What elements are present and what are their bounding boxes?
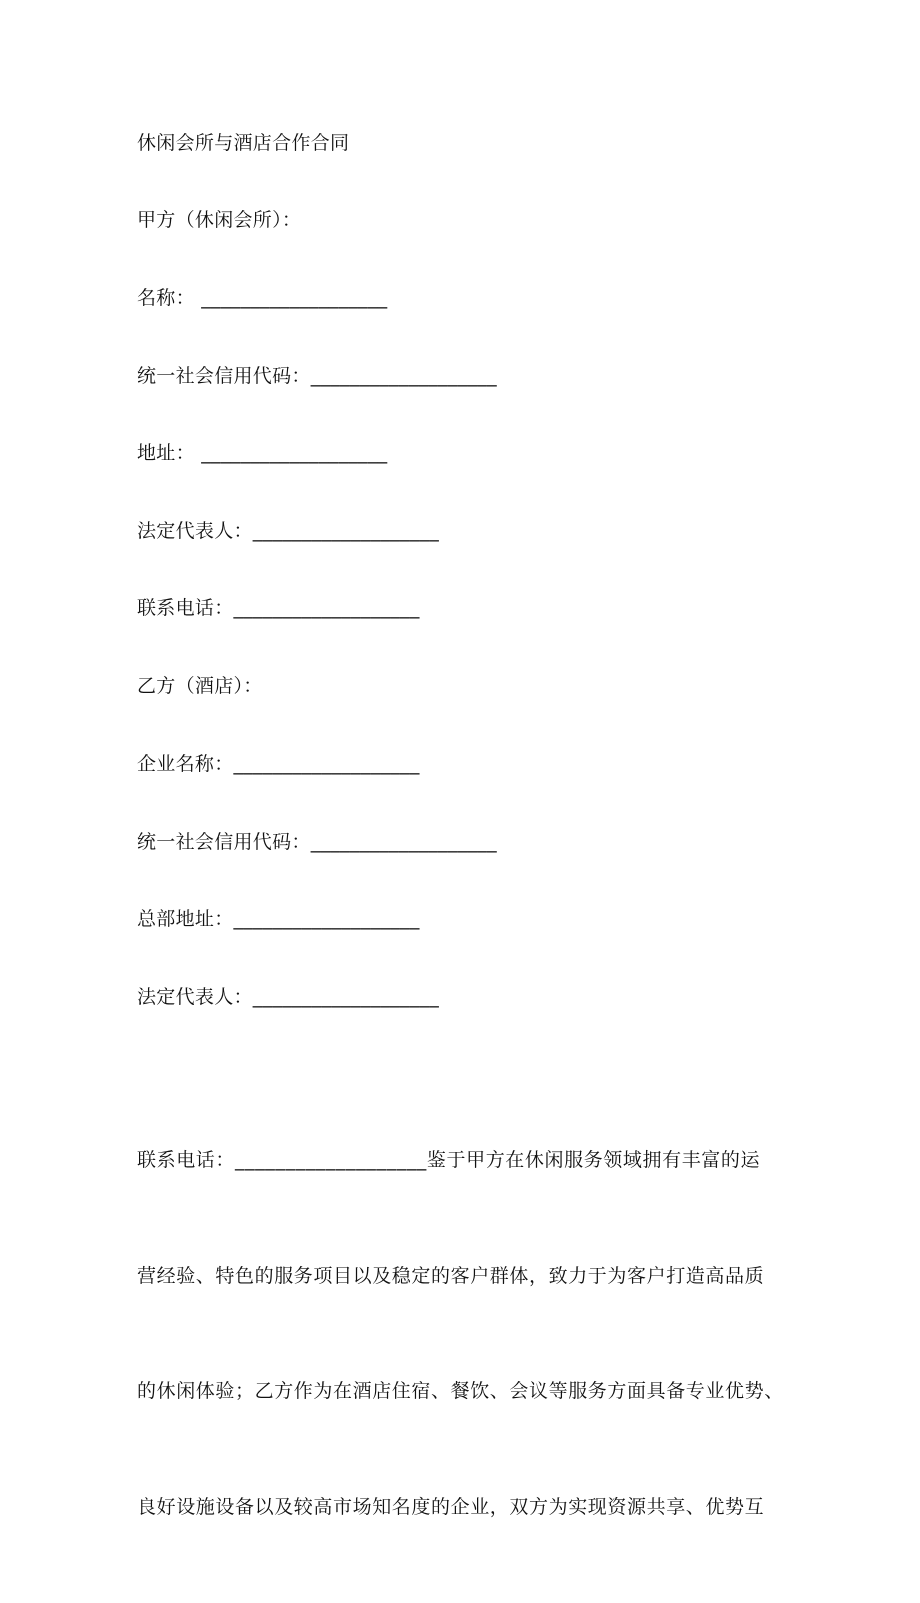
paragraph-line: 的休闲体验；乙方作为在酒店住宿、餐饮、会议等服务方面具备专业优势、 xyxy=(137,1380,784,1402)
party-b-heading: 乙方（酒店）： xyxy=(137,675,263,697)
paragraph-line: 联系电话：___________________鉴于甲方在休闲服务领域拥有丰富的运 xyxy=(137,1149,761,1171)
party-b-hq-address-field: 总部地址：___________________ xyxy=(137,908,420,930)
party-a-address-field: 地址： ___________________ xyxy=(137,442,388,464)
party-a-heading: 甲方（休闲会所）： xyxy=(137,209,302,231)
party-a-credit-code-field: 统一社会信用代码：___________________ xyxy=(137,365,497,387)
paragraph-line: 营经验、特色的服务项目以及稳定的客户群体，致力于为客户打造高品质 xyxy=(137,1264,765,1287)
party-b-credit-code-field: 统一社会信用代码：___________________ xyxy=(137,831,497,853)
document-title: 休闲会所与酒店合作合同 xyxy=(137,132,350,154)
party-a-phone-field: 联系电话：___________________ xyxy=(137,597,420,619)
party-a-legal-rep-field: 法定代表人：___________________ xyxy=(137,520,440,542)
party-b-legal-rep-field: 法定代表人：___________________ xyxy=(137,986,440,1008)
recital-paragraph xyxy=(137,1064,787,1603)
paragraph-line: 良好设施设备以及较高市场知名度的企业，双方为实现资源共享、优势互 xyxy=(137,1495,765,1518)
party-b-company-name-field: 企业名称：___________________ xyxy=(137,753,420,775)
party-a-name-field: 名称： ___________________ xyxy=(137,287,388,309)
